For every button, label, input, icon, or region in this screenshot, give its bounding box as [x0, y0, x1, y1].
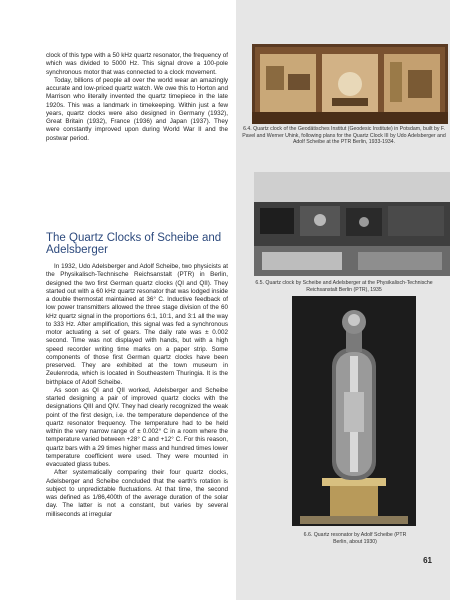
section-paragraph-1: In 1932, Udo Adelsberger and Adolf Scheibe, two physicists at the Physikalisch-Technische Reichsanstalt (PTR) in Berlin, designed the two first German quartz clocks (QI and QII). They started out with a 60 kHz quartz resonator that was lodged inside a double thermostat maintained at 36° C. Inductive feedback of low power transmitters allowed the three stage division of the 60 kHz quartz signal in the proportions 6:1, 10:1, and 3:1 all the way to 333 Hz. After amplification, this signal was fed a synchronous motor actuating a set of gears. The daily rate was ± 0.002 second. Time was not displayed with hands, but with a high speed recorder writing time marks on a paper strip. Some components of those first German quartz clocks have been preserved. They are exhibited at the town museum in Zeulenroda, which is located in Southeastern Thuringia. It is the birthplace of Adolf Scheibe.	[46, 263, 228, 386]
figure-6-6-photo	[292, 296, 416, 526]
figure-6-4-photo	[252, 44, 448, 124]
section-paragraph-2: As soon as QI and QII worked, Adelsberger and Scheibe started designing a pair of improved quartz clocks with the designations QIII and QIV. They had clearly recognized the weak point of the first design, i.e. the temperature dependence of the quartz resonator frequency. The temperature had to be held within the very narrow range of ± 0.002° C in a room where the temperature varied between +28° C and +12° C. For this reason, quartz bars with a 29 times higher mass and hundred times lower temperature coefficient were used. They were mounted in evacuated glass tubes.	[46, 386, 228, 468]
page-number: 61	[423, 556, 432, 565]
figure-6-5-caption: 6.5. Quartz clock by Scheibe and Adelsberger at the Physikalisch-Technische Reichsanstalt Berlin (PTR), 1935	[255, 280, 433, 293]
intro-paragraph-1: clock of this type with a 50 kHz quartz resonator, the frequency of which was divided to 5000 Hz. This signal drove a 100-pole synchronous motor that was connected to a clock movement.	[46, 52, 229, 76]
figure-6-4-caption: 6.4. Quartz clock of the Geodätisches Institut (Geodesic Institute) in Potsdam, built by F. Pavel and Werner Uhink, following plans for the Quartz Clock III by Udo Adelsberger and Adolf Scheibe at the PTR Berlin, 1933-1934.	[242, 126, 446, 146]
figure-6-5-photo	[254, 172, 450, 276]
figure-6-6-caption: 6.6. Quartz resonator by Adolf Scheibe (PTR Berlin, about 1930)	[303, 532, 407, 545]
section-title: The Quartz Clocks of Scheibe and Adelsberger	[46, 232, 222, 256]
section-paragraph-3: After systematically comparing their four quartz clocks, Adelsberger and Scheibe concluded that the earth's rotation is subject to unpredictable fluctuations. At that time, the second was defined as 1/86,400th of the average duration of the solar day. The latter is not a constant, but varies by several milliseconds at irregular	[46, 469, 228, 518]
intro-paragraph-2: Today, billions of people all over the world wear an amazingly accurate and low-priced quartz watch. We owe this to Horton and Marrison who literally invented the quartz timepiece in the late 1920s. This was a landmark in timekeeping. Within just a few years, quartz clocks were also designed in Germany (1932), Great Britain (1932), France (1936) and Japan (1937). They were constantly improved upon during World War II and the postwar period.	[46, 76, 228, 142]
intro-text	[46, 52, 228, 143]
section-text	[46, 263, 228, 519]
